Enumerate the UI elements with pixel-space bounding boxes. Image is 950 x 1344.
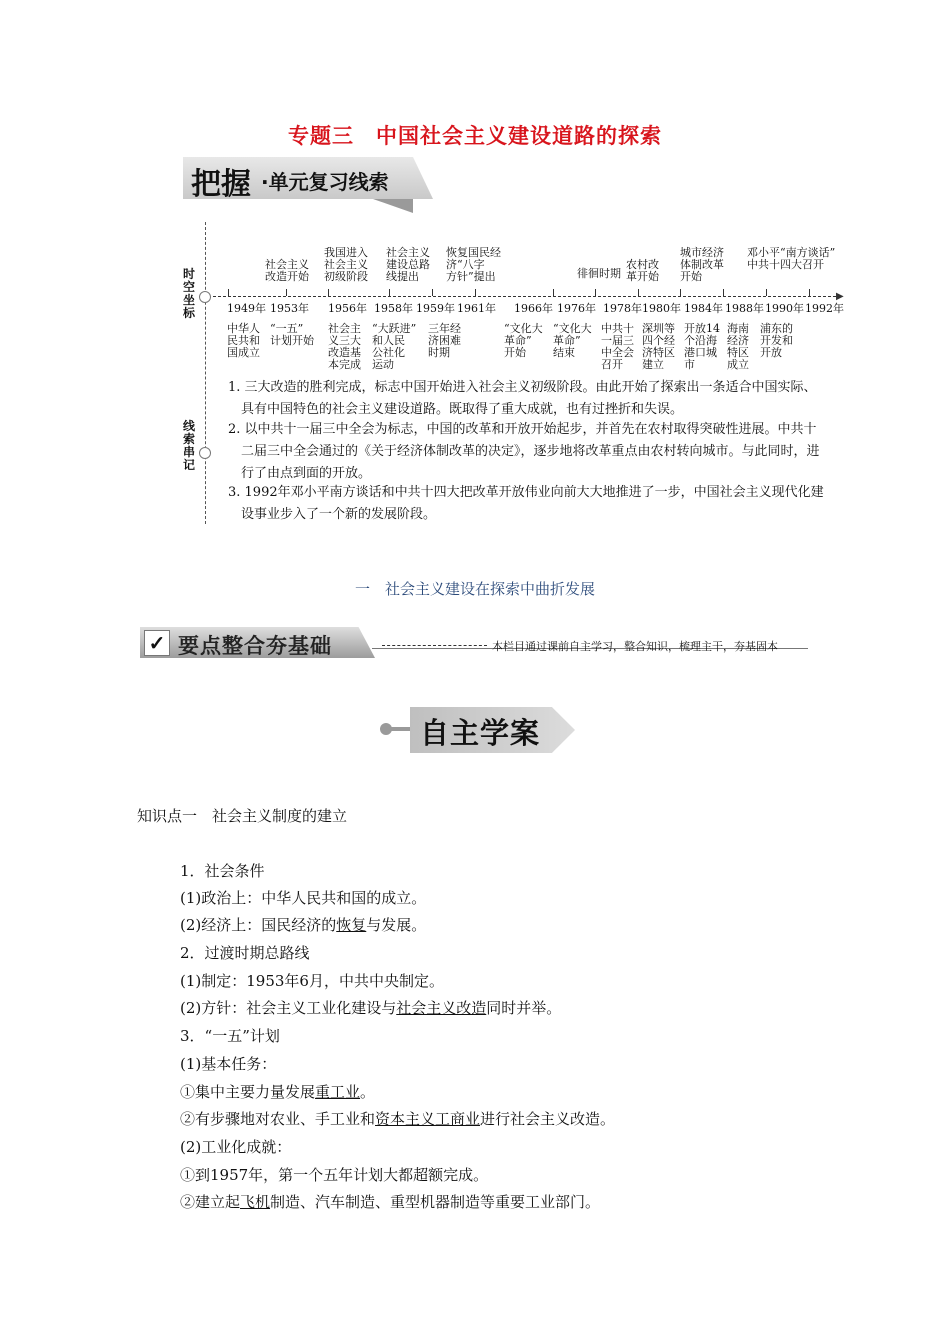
- answer-underlined: 资本主义工商业: [375, 1110, 481, 1128]
- note-line: 行了由点到面的开放。: [241, 466, 372, 481]
- timeline-event-below: 社会主 义三大 改造基 本完成: [328, 322, 361, 371]
- timeline-tick: [432, 289, 433, 296]
- body-line: (2)工业化成就：: [180, 1138, 292, 1156]
- text-span: 与发展。: [366, 916, 427, 934]
- timeline-year: 1988年: [725, 302, 764, 315]
- timeline-year: 1990年: [765, 302, 804, 315]
- banner-fold: [373, 199, 413, 213]
- side-label-timeline: 时空坐标: [182, 267, 195, 320]
- timeline-event-above: 徘徊时期: [577, 267, 621, 280]
- timeline-year: 1956年: [328, 302, 367, 315]
- banner-description: 本栏目通过课前自主学习，整合知识，梳理主干，夯基固本: [492, 640, 778, 653]
- connector-bar: [390, 727, 412, 731]
- timeline-event-below: 中华人 民共和 国成立: [227, 322, 260, 359]
- timeline-year: 1984年: [684, 302, 723, 315]
- page-title: 专题三 中国社会主义建设道路的探索: [288, 124, 662, 148]
- timeline-tick: [475, 289, 476, 296]
- body-line: [180, 915, 426, 935]
- timeline-year: 1959年: [416, 302, 455, 315]
- side-marker-circle-icon: [199, 291, 211, 303]
- body-line: (1)制定：1953年6月，中共中央制定。: [180, 972, 444, 990]
- text-span: 同时并举。: [486, 999, 562, 1017]
- timeline-event-above: 城市经济 体制改革 开始: [680, 246, 724, 283]
- timeline-event-above: 邓小平“南方谈话” 中共十四大召开: [747, 246, 836, 271]
- key-points-banner: [140, 627, 375, 659]
- thread-note-1: [228, 377, 848, 421]
- axis-arrow-icon: ▶: [836, 291, 844, 302]
- side-rule: [205, 222, 206, 524]
- answer-underlined: 飞机: [240, 1193, 271, 1211]
- body-line: ①到1957年，第一个五年计划大都超额完成。: [180, 1166, 489, 1184]
- timeline-tick: [553, 289, 554, 296]
- banner-small-text: ·单元复习线索: [261, 170, 389, 194]
- timeline-year: 1980年: [642, 302, 681, 315]
- timeline-event-above: 我国进入 社会主义 初级阶段: [324, 246, 368, 283]
- timeline-event-below: 三年经 济困难 时期: [428, 322, 461, 359]
- body-heading: 3．“一五”计划: [180, 1027, 280, 1045]
- side-marker-circle-icon: [199, 447, 211, 459]
- timeline-event-below: “文化大 革命” 结束: [553, 322, 592, 359]
- timeline-year: 1958年: [374, 302, 413, 315]
- section-heading: 一 社会主义建设在探索中曲折发展: [354, 580, 595, 598]
- body-line: (1)政治上：中华人民共和国的成立。: [180, 889, 427, 907]
- thread-note-3: [228, 482, 848, 526]
- timeline-tick: [809, 289, 810, 296]
- timeline-event-below: “文化大 革命” 开始: [504, 322, 543, 359]
- body-line: [180, 998, 561, 1018]
- timeline-tick: [286, 289, 287, 296]
- timeline-tick: [638, 289, 639, 296]
- body-line: [180, 1109, 615, 1129]
- timeline-event-above: 农村改 革开始: [626, 258, 659, 283]
- review-banner: [183, 157, 438, 215]
- side-label-thread: 线索串记: [182, 419, 195, 472]
- text-span: (2)方针：社会主义工业化建设与: [180, 999, 397, 1017]
- banner-dash-rule: [382, 645, 487, 646]
- checkmark-icon: ✓: [144, 630, 170, 656]
- note-line: 具有中国特色的社会主义建设道路。既取得了重大成就，也有过挫折和失误。: [241, 402, 684, 417]
- banner-text: 要点整合夯基础: [178, 634, 332, 658]
- answer-underlined: 恢复: [336, 916, 367, 934]
- timeline-year: 1976年: [557, 302, 596, 315]
- banner-text: 自主学案: [420, 716, 541, 750]
- note-line: 设事业步入了一个新的发展阶段。: [241, 507, 437, 522]
- answer-underlined: 重工业: [315, 1083, 361, 1101]
- self-study-banner: [380, 707, 575, 753]
- timeline-year: 1978年: [603, 302, 642, 315]
- timeline-year: 1953年: [270, 302, 309, 315]
- note-line: 2. 以中共十一届三中全会为标志，中国的改革和开放开始起步，并首先在农村取得突破性进展。中共十: [228, 422, 817, 437]
- timeline-tick: [680, 289, 681, 296]
- body-line: (1)基本任务：: [180, 1055, 277, 1073]
- text-span: 进行社会主义改造。: [480, 1110, 616, 1128]
- body-line: [180, 1192, 600, 1212]
- timeline-tick: [595, 289, 596, 296]
- timeline-tick: [389, 289, 390, 296]
- timeline-tick: [723, 289, 724, 296]
- timeline-event-below: “一五” 计划开始: [270, 322, 314, 347]
- banner-big-text: 把握: [191, 167, 251, 202]
- timeline-event-below: 深圳等 四个经 济特区 建立: [642, 322, 675, 371]
- timeline-event-below: 浦东的 开发和 开放: [760, 322, 793, 359]
- body-heading: 2．过渡时期总路线: [180, 944, 310, 962]
- text-span: (2)经济上：国民经济的: [180, 916, 337, 934]
- timeline-event-above: 社会主义 建设总路 线提出: [386, 246, 430, 283]
- timeline-year: 1949年: [227, 302, 266, 315]
- note-line: 3. 1992年邓小平南方谈话和中共十四大把改革开放伟业向前大大地推进了一步，中国社会主义现代化建: [228, 485, 824, 500]
- timeline-axis: [213, 296, 841, 297]
- timeline-event-above: 恢复国民经 济“八字 方针”提出: [446, 246, 501, 283]
- timeline-event-below: 中共十 一届三 中全会 召开: [601, 322, 634, 371]
- note-line: 二届三中全会通过的《关于经济体制改革的决定》，逐步地将改革重点由农村转向城市。与此同时，进: [241, 444, 820, 459]
- body-line: [180, 1082, 375, 1102]
- timeline-event-above: 社会主义 改造开始: [265, 258, 309, 283]
- timeline-year: 1966年: [514, 302, 553, 315]
- timeline-tick: [228, 289, 229, 296]
- timeline-year: 1961年: [457, 302, 496, 315]
- note-line: 1. 三大改造的胜利完成，标志中国开始进入社会主义初级阶段。由此开始了探索出一条适合中国实际、: [228, 380, 817, 395]
- timeline-event-below: 海南 经济 特区 成立: [727, 322, 749, 371]
- timeline-tick: [766, 289, 767, 296]
- text-span: 制造、汽车制造、重型机器制造等重要工业部门。: [270, 1193, 601, 1211]
- text-span: ②有步骤地对农业、手工业和: [180, 1110, 376, 1128]
- knowledge-point-heading: 知识点一 社会主义制度的建立: [137, 807, 348, 825]
- thread-note-2: [228, 419, 848, 485]
- text-span: ①集中主要力量发展: [180, 1083, 316, 1101]
- answer-underlined: 社会主义改造: [396, 999, 487, 1017]
- text-span: 。: [360, 1083, 376, 1101]
- text-span: ②建立起: [180, 1193, 241, 1211]
- body-heading: 1．社会条件: [180, 862, 265, 880]
- timeline-event-below: 开放14 个沿海 港口城 市: [684, 322, 720, 371]
- timeline-year: 1992年: [805, 302, 844, 315]
- timeline-event-below: “大跃进” 和人民 公社化 运动: [372, 322, 417, 371]
- timeline-tick: [328, 289, 329, 296]
